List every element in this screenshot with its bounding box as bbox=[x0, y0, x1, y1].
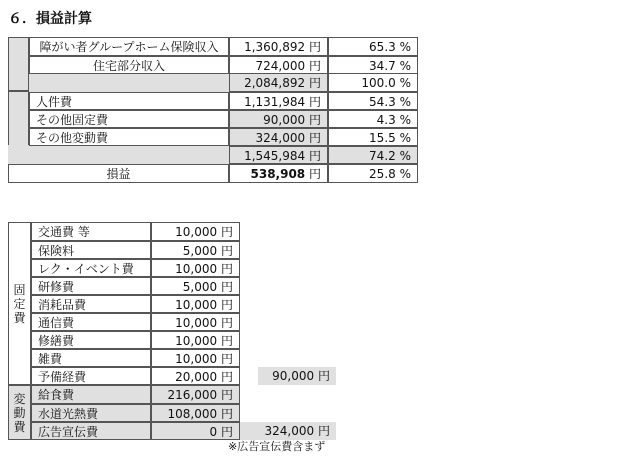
fixed-cost-label: 修繕費 bbox=[31, 331, 151, 349]
variable-cost-label: 水道光熱費 bbox=[31, 404, 151, 422]
variable-cost-amount: 216,000 円 bbox=[151, 385, 240, 404]
income-amount: 724,000 円 bbox=[229, 56, 328, 74]
fixed-cost-label: レク・イベント費 bbox=[31, 259, 151, 277]
fixed-cost-group-label: 固 定 費 bbox=[8, 222, 31, 385]
expense-total-pct: 74.2 % bbox=[328, 146, 418, 164]
income-total-amount: 2,084,892 円 bbox=[229, 73, 328, 92]
fixed-cost-amount: 10,000 円 bbox=[151, 259, 240, 277]
income-pct: 34.7 % bbox=[328, 56, 418, 74]
expense-amount: 1,131,984 円 bbox=[229, 92, 328, 110]
income-total-pct: 100.0 % bbox=[328, 73, 418, 92]
profit-amount: 538,908 円 bbox=[229, 164, 328, 183]
fixed-cost-label: 保険料 bbox=[31, 241, 151, 259]
fixed-cost-label: 消耗品費 bbox=[31, 295, 151, 313]
variable-cost-total: 324,000 円 bbox=[240, 422, 336, 440]
fixed-cost-amount: 10,000 円 bbox=[151, 295, 240, 313]
fixed-cost-label: 研修費 bbox=[31, 277, 151, 295]
expense-amount: 90,000 円 bbox=[229, 110, 328, 128]
expense-label: 人件費 bbox=[29, 92, 229, 110]
variable-cost-amount: 108,000 円 bbox=[151, 404, 240, 422]
fixed-cost-amount: 10,000 円 bbox=[151, 331, 240, 349]
profit-label: 損益 bbox=[8, 164, 229, 183]
income-label: 住宅部分収入 bbox=[29, 56, 229, 74]
fixed-cost-total: 90,000 円 bbox=[258, 367, 336, 385]
expense-pct: 54.3 % bbox=[328, 92, 418, 110]
fixed-cost-amount: 5,000 円 bbox=[151, 277, 240, 295]
expense-pct: 4.3 % bbox=[328, 110, 418, 128]
variable-cost-amount: 0 円 bbox=[151, 422, 240, 440]
fixed-cost-label: 雑費 bbox=[31, 349, 151, 367]
income-amount: 1,360,892 円 bbox=[229, 37, 328, 56]
fixed-cost-amount: 20,000 円 bbox=[151, 367, 240, 385]
income-label: 障がい者グループホーム保険収入 bbox=[29, 37, 229, 56]
profit-pct: 25.8 % bbox=[328, 164, 418, 183]
variable-cost-label: 広告宣伝費 bbox=[31, 422, 151, 440]
footnote: ※広告宣伝費含まず bbox=[228, 440, 326, 453]
variable-cost-group-label: 変 動 費 bbox=[8, 385, 31, 440]
income-pct: 65.3 % bbox=[328, 37, 418, 56]
expense-amount: 324,000 円 bbox=[229, 128, 328, 146]
expense-total-amount: 1,545,984 円 bbox=[229, 146, 328, 164]
fixed-cost-amount: 5,000 円 bbox=[151, 241, 240, 259]
section-title: ６．損益計算 bbox=[8, 11, 92, 27]
fixed-cost-amount: 10,000 円 bbox=[151, 349, 240, 367]
expense-label: その他変動費 bbox=[29, 128, 229, 146]
expense-label: その他固定費 bbox=[29, 110, 229, 128]
fixed-cost-label: 交通費 等 bbox=[31, 222, 151, 241]
fixed-cost-label: 通信費 bbox=[31, 313, 151, 331]
expense-pct: 15.5 % bbox=[328, 128, 418, 146]
fixed-cost-amount: 10,000 円 bbox=[151, 313, 240, 331]
variable-cost-label: 給食費 bbox=[31, 385, 151, 404]
fixed-cost-amount: 10,000 円 bbox=[151, 222, 240, 241]
income-bracket bbox=[8, 37, 29, 91]
fixed-cost-label: 予備経費 bbox=[31, 367, 151, 385]
